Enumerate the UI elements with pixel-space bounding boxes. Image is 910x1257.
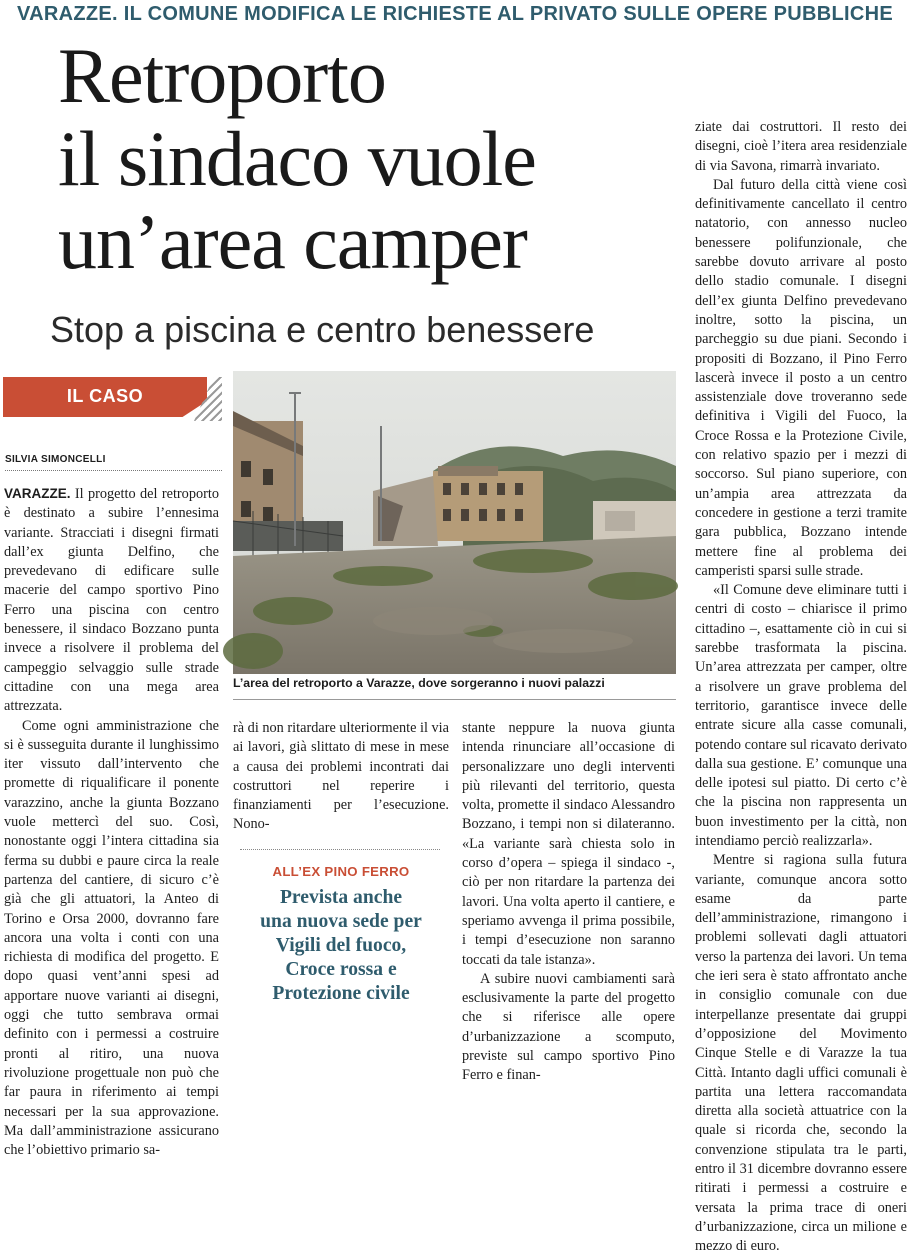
pullquote-line: Protezione civile	[272, 983, 410, 1004]
pullquote-line: Croce rossa e	[285, 959, 397, 980]
headline-line: Retroporto	[58, 32, 386, 119]
paragraph: rà di non ritardare ulteriormente il via ai lavori, già slittato di mese in mese a causa dei problemi incontrati dai costruttori nel reperire i finanziamenti per l’esecuzione. Nono-	[233, 720, 449, 833]
paragraph: stante neppure la nuova giunta intenda rinunciare all’occasione di personalizzare uno degli interventi più rilevanti del territorio, questa volta, promette il sindaco Alessandro Bozzano, i tempi non si dilateranno. «La variante sarà chiesta solo in corso d’opera – spiega il sindaco -, ciò per non ritardare la partenza dei lavori. Una volta aperto il cantiere, e speriamo avvenga il prima possibile, i tempi d’esecuzione non saranno toccati da tale istanza».	[462, 720, 675, 968]
photo-caption: L’area del retroporto a Varazze, dove sorgeranno i nuovi palazzi	[233, 676, 605, 690]
article-column-4	[695, 118, 907, 1255]
pullquote-divider	[240, 849, 440, 850]
section-tag-label: IL CASO	[66, 386, 144, 406]
author-byline: SILVIA SIMONCELLI	[5, 454, 106, 465]
paragraph: Come ogni amministrazione che si è susseguita durante il lunghissimo iter vissuto dall’intervento che promette di riqualificare il ponente varazzino, anche la giunta Bozzano vuole mettercì del suo. Così, nonostante oggi l’intera cittadina sia ferma su dubbi e paure circa la reale partenza del cantiere, di sicuro c’è già che gli attuatori, la Anteo di Torino e Orsa 2000, dovranno fare ancora una volta i conti con una richiesta di modifica del progetto. E dopo quasi vent’anni spesi ad apportare nuove varianti ai disegni, oggi che tutto sembrava ormai definito con i permessi a costruire pronti al ritiro, una nuova rivoluzione progettuale non può che far paura in riferimento ai tempi necessari per la sua approvazione. Ma dall’amministrazione assicurano che l’obiettivo primario sa-	[4, 717, 219, 1159]
article-column-2	[233, 719, 449, 833]
headline-line: un’area camper	[58, 198, 527, 285]
byline-divider	[5, 470, 222, 471]
paragraph: Mentre si ragiona sulla futura variante, comunque ancora sotto esame da parte dell’amministrazione, rimangono i problemi sollevati dagli attuatori verso la partenza dei lavori. Un tema che ieri sera è stato affrontato anche in consiglio comunale con due interpellanze presentate dai gruppi d’opposizione del Movimento Cinque Stelle e di Varazze la tua Città. Intanto dagli uffici comunali è partita una lettera raccomandata diretta alla società attuatrice con la quale si ricorda che, secondo la convenzione stipulata tra le parti, entro il 31 dicembre dovranno essere ritirati i permessi a costruire e versata la prima trace di oneri d’urbanizzazione, circa un milione e mezzo di euro.	[695, 852, 907, 1255]
paragraph: A subire nuovi cambiamenti sarà esclusivamente la parte del progetto che si riferisce alle opere d’urbanizzazione a scomputo, previste sul campo sportivo Pino Ferro e finan-	[462, 970, 675, 1084]
pullquote-line: Prevista anche	[279, 887, 403, 908]
paragraph-text: Il progetto del retroporto è destinato a subire l’ennesima variante. Stracciati i disegni firmati dall’ex giunta Delfino, che prevedevano di edificare sulle macerie del campo sportivo Pino Ferro una piscina con centro benessere, il sindaco Bozzano punta invece a risolvere il problema del campeggio selvaggio sulle strade cittadine con una mega area attrezzata.	[4, 486, 219, 715]
pullquote-line: Vigili del fuoco,	[275, 935, 407, 956]
pullquote-line: una nuova sede per	[260, 911, 422, 932]
caption-divider	[233, 699, 676, 700]
section-tag	[3, 377, 219, 421]
subheadline: Stop a piscina e centro benessere	[50, 309, 595, 350]
article-kicker: VARAZZE. IL COMUNE MODIFICA LE RICHIESTE AL PRIVATO SULLE OPERE PUBBLICHE	[16, 3, 894, 25]
paragraph	[4, 484, 219, 717]
paragraph: Dal futuro della città viene così definitivamente cancellato il centro natatorio, con annesso nucleo benessere polifunzionale, che sarebbe dovuto arrivare al posto dello stadio comunale. I disegni dell’ex giunta Delfino prevedevano inoltre, sotto la piscina, un parcheggio su due piani. Secondo i propositi di Bozzano, il Pino Ferro lascerà invece il posto a un centro assistenziale dove troveranno sede definitiva i Vigili del Fuoco, la Croce Rossa e la Protezione Civile, con relativo spazio per i mezzi di soccorso. Sul piano superiore, con un’ampia area attrezzata da concedere in gestione a terzi tramite gara pubblica, Bozzano intende mettere fine al problema dei camperisti sparsi sulle strade.	[695, 176, 907, 579]
article-column-1	[4, 484, 219, 1159]
retroporto-photo	[233, 371, 676, 674]
paragraph: ziate dai costruttori. Il resto dei disegni, cioè l’itera area residenziale di via Savona, rimarrà invariato.	[695, 119, 907, 174]
pullquote	[233, 886, 449, 1006]
article-column-3	[462, 719, 675, 1084]
paragraph: «Il Comune deve eliminare tutti i centri di costo – chiarisce il primo cittadino –, esattamente ciò in cui si sarebbe trasformata la piscina. Un’area attrezzata per camper, oltre a risolvere un grave problema del territorio, garantisce invece delle entrate sicure alla casse comunali, potendo contare sul ricavato derivato dalla sua gestione. E’ comunque una delle ipotesi sul piatto. Di certo c’è che la piscina non rappresenta un buon investimento per la città, non intendiamo perciò realizzarla».	[695, 582, 907, 849]
lead-word: VARAZZE.	[4, 486, 71, 501]
pullquote-kicker: ALL’EX PINO FERRO	[272, 864, 410, 879]
headline	[58, 34, 658, 283]
headline-line: il sindaco vuole	[58, 115, 536, 202]
